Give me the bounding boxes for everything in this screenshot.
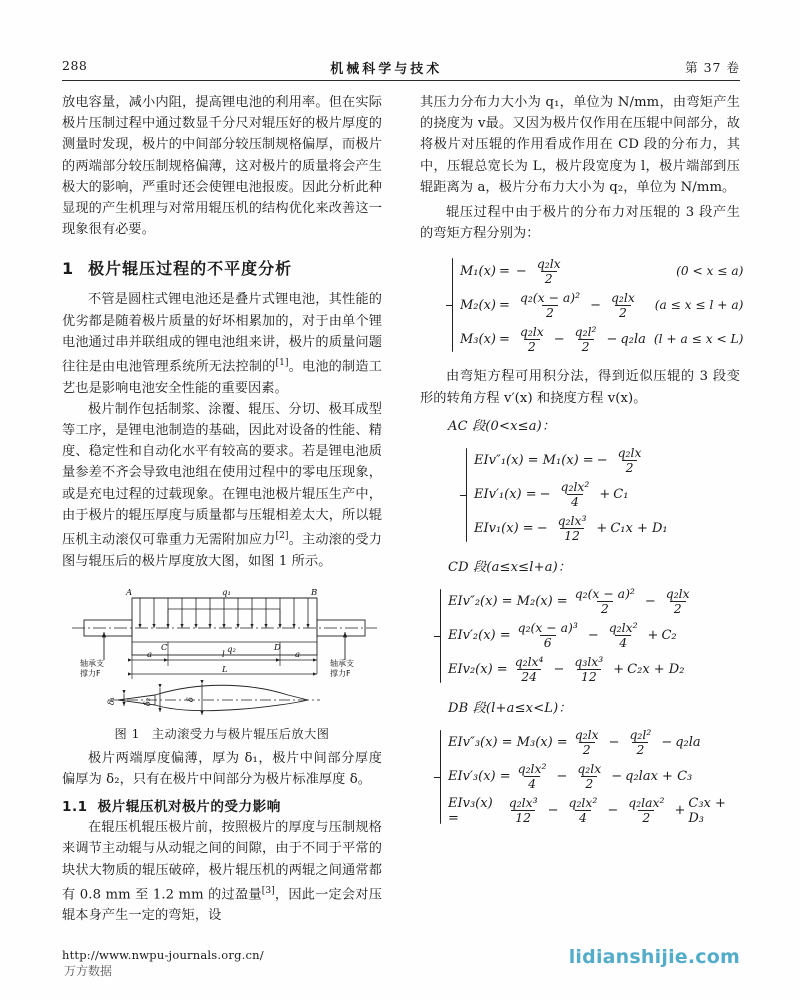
subsection-number: 1.1: [62, 799, 88, 816]
paragraph-2-text: 不管是圆柱式锂电池还是叠片式锂电池，其性能的优劣都是随着极片质量的好坏相累加的，对于由单个锂电池通过串并联组成的锂电池组来讲，极片的质量问题往往是由电池管理系统所无法控制的: [62, 292, 382, 375]
figure-1-drawing: [62, 582, 382, 717]
equation-M3-op-1: −: [553, 331, 565, 347]
equation-cd-2-frac-2: $\frac{\text{q₂lx²}}{4}$: [608, 620, 638, 651]
left-column: [62, 92, 382, 942]
equation-cd-2-const: C₂: [661, 628, 677, 644]
header-rule: [62, 80, 740, 81]
equation-cd-3-op-1: −: [553, 662, 565, 678]
paragraph-5-text: 在辊压机辊压极片前，按照极片的厚度与压制规格来调节主动辊与从动辊之间的间隙，由于不同于平常的块状大物质的辊压破碎，极片辊压机的两辊之间通常都有 0.8 mm 至 1.2 mm 的过盈量: [62, 820, 382, 903]
figure-delta: δ: [186, 697, 195, 702]
equation-ac-3-const: C₁x + D₁: [610, 521, 668, 537]
figure-bearing-left-line2: 撑力F: [80, 668, 101, 678]
figure-caption-text: 主动滚受力与极片辊压后放大图: [151, 726, 330, 741]
volume-label: 第 37 卷: [685, 60, 740, 75]
section-heading-1-1: [62, 795, 382, 815]
equation-cd-1-frac-1: $\frac{\text{q₂(x − a)²}}{2}$: [574, 586, 635, 617]
equation-ac-2-frac: $\frac{\text{q₂lx²}}{4}$: [560, 479, 590, 510]
citation-ref-1: [1]: [275, 358, 289, 369]
equation-ac-2-op: +: [599, 487, 611, 503]
equation-db-3-op-2: −: [607, 803, 619, 819]
equation-M1-condition: (0 < x ≤ a): [676, 264, 744, 279]
equation-db-1-term-3: q₂la: [675, 735, 701, 751]
moment-equation-system: [420, 254, 744, 356]
figure-bearing-right-line2: 撑力F: [330, 668, 351, 678]
right-paragraph-3: 由弯矩方程可用积分法，得到近似压辊的 3 段变形的转角方程 v′(x) 和挠度方程 v(x)。: [420, 369, 740, 406]
equation-db-2-op-1: −: [556, 769, 568, 785]
figure-dim-a-right: a: [295, 649, 301, 660]
equation-db-1: [448, 726, 740, 760]
equation-db-1-op-1: −: [608, 735, 620, 751]
equation-cd-3: [448, 653, 740, 687]
equation-cd-2-frac-1: $\frac{\text{q₂(x − a)³}}{6}$: [517, 620, 578, 651]
equation-cd-2-lhs: EIv′₂(x) =: [448, 628, 511, 644]
figure-dim-l: l: [222, 649, 225, 660]
brace-left-cd: [434, 585, 448, 687]
equation-cd-2-op-2: +: [647, 628, 659, 644]
equation-ac-1-frac: $\frac{\text{q₂lx}}{2}$: [617, 445, 642, 476]
equation-M3-term-3: q₂la: [620, 331, 646, 347]
figure-delta2: δ₂: [143, 697, 152, 706]
equation-ac-1: [474, 444, 740, 478]
equation-M3: M₃(x) = $\frac{\text{q₂lx}}{2}$ − $\frac{\text{q₂l²}}{2}$ − q₂la (l + a ≤ x < L): [460, 324, 744, 354]
paragraph-3: [62, 399, 382, 572]
equation-db-2-lhs: EIv′₃(x) =: [448, 769, 511, 785]
equation-db-3-op-1: −: [547, 803, 559, 819]
equation-db-3-lhs: EIv₃(x) =: [448, 795, 493, 826]
figure-bearing-left-line1: 轴承支: [80, 658, 104, 668]
equation-M3-condition: (l + a ≤ x < L): [653, 332, 744, 347]
equation-ac-3-op: +: [596, 521, 608, 537]
paragraph-5-tail: ，因此一定会对压辊本身产生一定的弯矩，设: [62, 887, 382, 924]
equation-M1-lhs: M₁(x): [460, 263, 496, 279]
equation-db-1-frac-2: $\frac{\text{q₂l²}}{2}$: [629, 727, 652, 758]
equation-ac-3: [474, 512, 740, 546]
equation-db-3-frac-3: $\frac{\text{q₂lax²}}{2}$: [628, 795, 665, 826]
equation-ac-2-lhs: EIv′₁(x) =: [474, 487, 537, 503]
two-column-body: [62, 92, 744, 942]
brace-left-db: [434, 726, 448, 828]
segment-label-AC: AC 段(0<x≤a)：: [448, 418, 556, 434]
equation-ac-2-sign: −: [539, 487, 551, 503]
equation-cd-2-op-1: −: [587, 628, 599, 644]
equation-ac-2: [474, 478, 740, 512]
paragraph-4: 极片两端厚度偏薄，厚为 δ₁，极片中间部分厚度偏厚为 δ₂，只有在极片中间部分为极片标准厚度 δ。: [62, 750, 382, 788]
right-paragraph-1: 其压力分布力大小为 q₁，单位为 N/mm，由弯矩产生的挠度为 v最。又因为极片仅作用在压辊中间部分，故将极片对压辊的作用看成作用在 CD 段的分布力，其中，压辊总宽长为 L，极片段宽度为 l，极片端部到压辊距离为 a，极片分布力大小为 q₂，单位为 N/mm。: [420, 95, 740, 195]
section-heading-1: [62, 256, 382, 279]
equation-cd-1-lhs: EIv″₂(x) = M₂(x) =: [448, 594, 568, 610]
figure-bearing-right-line1: 轴承支: [330, 658, 354, 668]
paragraph-2: [62, 289, 382, 398]
equation-db-2-frac-2: $\frac{\text{q₂lx}}{2}$: [577, 761, 602, 792]
equation-cd-1-frac-2: $\frac{\text{q₂lx}}{2}$: [665, 586, 690, 617]
equation-cd-3-lhs: EIv₂(x) =: [448, 662, 508, 678]
paragraph-2-tail: 。电池的制造工艺也是影响电池安全性能的重要因素。: [62, 359, 382, 396]
equation-M3-op-2: −: [606, 331, 618, 347]
equation-M3-frac-1: $\frac{\text{q₂lx}}{2}$: [519, 324, 544, 354]
page-folio: 288: [62, 58, 88, 73]
equation-cd-3-op-2: +: [613, 662, 625, 678]
figure-label-D: D: [274, 642, 281, 653]
journal-url[interactable]: http://www.nwpu-journals.org.cn/: [62, 948, 264, 962]
equation-db-3-frac-1: $\frac{\text{q₂lx³}}{12}$: [508, 795, 538, 826]
equation-M3-frac-2: $\frac{\text{q₂l²}}{2}$: [574, 324, 597, 354]
figure-delta1: δ₁: [107, 696, 116, 705]
equation-M1-frac: $\frac{\text{q₂lx}}{2}$: [536, 256, 561, 286]
figure-label-A: A: [126, 587, 133, 598]
wanfang-data-mark: 万方数据: [64, 964, 113, 978]
right-paragraph-2: 辊压过程中由于极片的分布力对压辊的 3 段产生的弯矩方程分别为：: [420, 205, 740, 242]
equation-M2-condition: (a ≤ x ≤ l + a): [654, 298, 744, 313]
equation-db-1-lhs: EIv″₃(x) = M₃(x) =: [448, 735, 568, 751]
segment-label-CD: CD 段(a≤x≤l+a)：: [448, 559, 572, 575]
section-number: 1: [62, 259, 75, 279]
citation-ref-2: [2]: [275, 531, 289, 542]
figure-label-q2: q₂: [227, 644, 236, 655]
equation-M1-sign: −: [515, 263, 527, 279]
figure-dim-a-left: a: [147, 649, 153, 660]
equation-ac-1-lhs: EIv″₁(x) = M₁(x) =: [474, 453, 594, 469]
figure-1-caption: [62, 725, 382, 742]
equation-db-3-const: C₃x + D₃: [688, 795, 726, 826]
equation-M2-lhs: M₂(x): [460, 297, 496, 313]
citation-ref-3: [3]: [261, 885, 275, 896]
equation-cd-1-op: −: [644, 594, 656, 610]
figure-label-B: B: [311, 587, 318, 598]
equation-M2: M₂(x) = $\frac{\text{q₂(x − a)²}}{2}$ − $\frac{\text{q₂lx}}{2}$ (a ≤ x ≤ l + a): [460, 290, 744, 320]
site-watermark: lidianshijie.com: [568, 946, 740, 968]
journal-title: 机械科学与技术: [330, 62, 443, 77]
figure-label-C: C: [161, 642, 168, 653]
equation-db-1-frac-1: $\frac{\text{q₂lx}}{2}$: [574, 727, 599, 758]
paragraph-5: [62, 817, 382, 926]
cd-equation-system: [420, 585, 740, 687]
equation-M2-frac-2: $\frac{\text{q₂lx}}{2}$: [610, 290, 635, 320]
brace-left: [446, 254, 460, 356]
equation-cd-2: [448, 619, 740, 653]
equation-cd-3-const: C₂x + D₂: [627, 662, 685, 678]
equation-M2-op-1: −: [590, 297, 601, 313]
page-footer: [62, 948, 740, 982]
equation-ac-3-frac: $\frac{\text{q₂lx³}}{12}$: [557, 513, 587, 544]
section-title: 极片辊压过程的不平度分析: [88, 259, 293, 279]
running-head: [62, 58, 740, 80]
subsection-title: 极片辊压机对极片的受力影响: [97, 799, 281, 816]
equation-db-3-frac-2: $\frac{\text{q₂lx²}}{4}$: [568, 795, 598, 826]
equation-M2-frac-1: $\frac{\text{q₂(x − a)²}}{2}$: [519, 290, 581, 320]
paragraph-3-text: 极片制作包括制浆、涂覆、辊压、分切、极耳成型等工序，是锂电池制造的基础，因此对设备的性能、精度、稳定性和自动化水平有较高的要求。若是锂电池质量参差不齐会导致电池组在使用过程中的零电压现象，或是充电过程的过载现象。在锂电池极片辊压生产中，由于极片的辊压厚度与质量都与压辊相差太大，所以辊压机主动滚仅可靠重力无需附加应力: [62, 401, 382, 548]
equation-ac-3-sign: −: [536, 521, 548, 537]
ac-equation-system: [420, 444, 740, 546]
equation-db-2-op-2: −: [611, 769, 623, 785]
segment-label-DB: DB 段(l+a≤x<L)：: [448, 700, 572, 716]
equation-M1: M₁(x) = − $\frac{\text{q₂lx}}{2}$ (0 < x ≤ a): [460, 256, 744, 286]
equation-db-2-frac-1: $\frac{\text{q₂lx²}}{4}$: [517, 761, 547, 792]
equation-cd-1: [448, 585, 740, 619]
brace-left-ac: [460, 444, 474, 546]
equation-M3-lhs: M₃(x): [460, 331, 496, 347]
db-equation-system: [420, 726, 740, 828]
equation-cd-3-frac-2: $\frac{\text{q₃lx³}}{12}$: [574, 654, 604, 685]
figure-label-q1: q₁: [222, 587, 231, 598]
right-column: [420, 92, 744, 942]
equation-db-2-const: q₂lax + C₃: [625, 769, 693, 785]
equation-ac-1-sign: −: [596, 453, 608, 469]
paragraph-3-tail: 。主动滚的受力图与辊压后的极片厚度放大图，如图 1 所示。: [62, 532, 382, 569]
equation-ac-2-const: C₁: [613, 487, 629, 503]
figure-caption-label: 图 1: [114, 726, 140, 741]
figure-1: [62, 582, 382, 742]
equation-db-3: [448, 794, 740, 828]
figure-dim-L: L: [222, 664, 228, 675]
equation-ac-3-lhs: EIv₁(x) =: [474, 521, 534, 537]
equation-db-1-op-2: −: [661, 735, 673, 751]
equation-db-2: [448, 760, 740, 794]
paragraph-continuation: 放电容量，减小内阻，提高锂电池的利用率。但在实际极片压制过程中通过数显千分尺对辊压好的极片厚度的测量时发现，极片的中间部分较压制规格偏厚，而极片的两端部分较压制规格偏薄，这对极片的质量将会产生极大的影响，严重时还会使锂电池报废。因此分析此种显现的产生机理与对常用辊压机的结构优化来改善这一现象很有必要。: [62, 95, 382, 238]
equation-cd-3-frac-1: $\frac{\text{q₂lx⁴}}{24}$: [514, 654, 544, 685]
equation-db-3-op-3: +: [674, 803, 686, 819]
